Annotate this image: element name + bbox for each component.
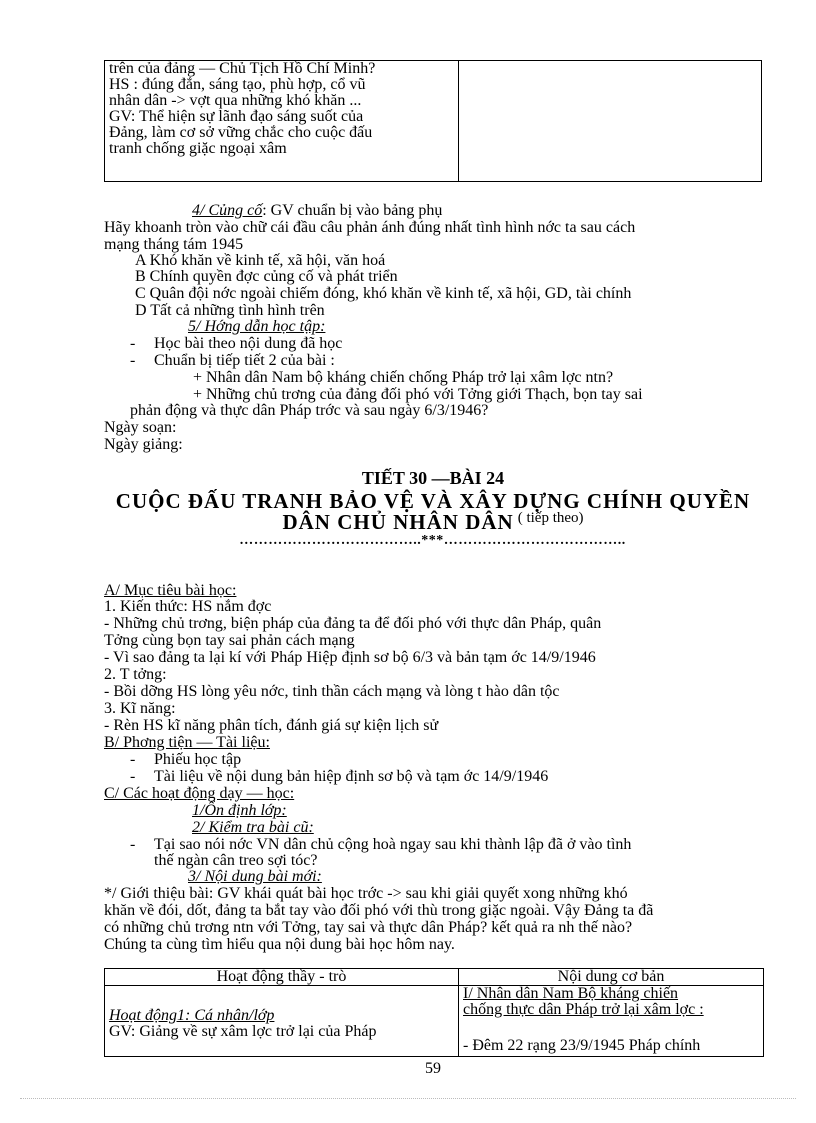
- page-number: 59: [425, 1060, 441, 1077]
- footer-divider: [20, 1098, 796, 1099]
- bottom-table: [104, 968, 764, 1057]
- huong-dan-item: [130, 352, 335, 369]
- bullet-dash: -: [130, 768, 136, 785]
- bullet-dash: -: [130, 335, 136, 352]
- ngay-giang: Ngày giảng:: [104, 436, 183, 453]
- gioi-thieu-line: khăn về đói, dốt, đảng ta bắt tay vào đối phó với thù trong giặc ngoài. Vậy Đảng ta đã: [104, 902, 654, 919]
- phuong-tien-item-text: Tài liệu về nội dung bản hiệp định sơ bộ và tạm ớc 14/9/1946: [154, 768, 549, 785]
- lesson-title-line3-wrap: [104, 510, 762, 535]
- top-table-line: Đảng, làm cơ sở vững chắc cho cuộc đấu: [109, 124, 373, 141]
- phuong-tien-item-text: Phiếu học tập: [154, 751, 242, 768]
- option-d: D Tất cả những tình hình trên: [135, 302, 325, 319]
- gioi-thieu-line: */ Giới thiệu bài: GV khái quát bài học trớc -> sau khi giải quyết xong những khó: [104, 885, 628, 902]
- lesson-number: TIẾT 30 —BÀI 24: [361, 468, 505, 488]
- option-b: B Chính quyền đợc củng cố và phát triển: [135, 268, 398, 285]
- muc-tieu-line: 3. Kĩ năng:: [104, 700, 176, 717]
- kiem-tra-question: [130, 836, 631, 853]
- phuong-tien-heading: B/ Phơng tiện — Tài liệu:: [104, 734, 270, 751]
- lesson-title-suffix: ( tiếp theo): [517, 510, 584, 526]
- top-table: [104, 60, 762, 182]
- activity-text: GV: Giảng về sự xâm lợc trở lại của Pháp: [109, 1023, 377, 1040]
- content-text: - Đêm 22 rạng 23/9/1945 Pháp chính: [463, 1037, 701, 1054]
- huong-dan-sub-item: + Những chủ trơng của đảng đối phó với Tởng giới Thạch, bọn tay sai: [193, 386, 643, 403]
- huong-dan-continuation: phản động và thực dân Pháp trớc và sau ngày 6/3/1946?: [130, 402, 489, 419]
- cung-co-line: [192, 202, 442, 219]
- top-table-right-cell: [459, 61, 762, 182]
- muc-tieu-line: - Vì sao đảng ta lại kí với Pháp Hiệp định sơ bộ 6/3 và bản tạm ớc 14/9/1946: [104, 649, 596, 666]
- muc-tieu-line: Tởng cùng bọn tay sai phản cách mạng: [104, 632, 355, 649]
- kiem-tra-question-cont: thế ngàn cân treo sợi tóc?: [154, 852, 318, 869]
- top-table-left-cell: [105, 61, 459, 182]
- lesson-title-line3: DÂN CHỦ NHÂN DÂN: [282, 510, 514, 534]
- muc-tieu-line: - Bồi dỡng HS lòng yêu nớc, tinh thần cách mạng và lòng t hào dân tộc: [104, 683, 560, 700]
- lesson-title: CUỘC ĐẤU TRANH BẢO VỆ VÀ XÂY DỰNG CHÍNH QUYỀN: [115, 489, 751, 513]
- top-table-line: nhân dân -> vợt qua những khó khăn ...: [109, 92, 362, 109]
- muc-tieu-line: - Rèn HS kĩ năng phân tích, đánh giá sự kiện lịch sử: [104, 717, 439, 734]
- huong-dan-item: [130, 335, 342, 352]
- content-heading: I/ Nhân dân Nam Bộ kháng chiến: [463, 985, 679, 1002]
- muc-tieu-line: 2. T tởng:: [104, 666, 167, 683]
- noi-dung-heading: 3/ Nội dung bài mới:: [188, 868, 322, 885]
- phuong-tien-item: [130, 768, 548, 785]
- bottom-right-cell: [459, 986, 764, 1057]
- cung-co-question: mạng tháng tám 1945: [104, 236, 244, 253]
- on-dinh-heading: 1/Ổn định lớp:: [192, 802, 287, 819]
- bottom-left-cell: [105, 986, 459, 1057]
- bottom-header-right: Nội dung cơ bản: [459, 969, 764, 986]
- muc-tieu-line: - Những chủ trơng, biện pháp của đảng ta để đối phó với thực dân Pháp, quân: [104, 615, 602, 632]
- option-c: C Quân đội nớc ngoài chiếm đóng, khó khăn về kinh tế, xã hội, GD, tài chính: [135, 285, 632, 302]
- gioi-thieu-line: Chúng ta cùng tìm hiểu qua nội dung bài học hôm nay.: [104, 936, 455, 953]
- option-a: A Khó khăn về kinh tế, xã hội, văn hoá: [135, 252, 386, 269]
- top-table-line: HS : đúng đắn, sáng tạo, phù hợp, cổ vũ: [109, 76, 366, 93]
- activity-heading: Hoạt động1: Cá nhân/lớp: [109, 1007, 275, 1024]
- muc-tieu-heading: A/ Mục tiêu bài học:: [104, 582, 237, 599]
- cung-co-heading: 4/ Củng cố: [192, 202, 263, 219]
- bullet-dash: -: [130, 352, 136, 369]
- ngay-soan: Ngày soạn:: [104, 419, 177, 436]
- cung-co-heading-suffix: : GV chuẩn bị vào bảng phụ: [262, 202, 443, 219]
- bullet-dash: -: [130, 836, 136, 853]
- top-table-line: trên của đảng — Chủ Tịch Hồ Chí Minh?: [109, 60, 376, 77]
- hoat-dong-heading: C/ Các hoạt động dạy — học:: [104, 785, 295, 802]
- huong-dan-heading: 5/ Hớng dẫn học tập:: [188, 318, 326, 335]
- bullet-dash: -: [130, 751, 136, 768]
- muc-tieu-line: 1. Kiến thức: HS nắm đợc: [104, 598, 272, 615]
- huong-dan-sub-item: + Nhân dân Nam bộ kháng chiến chống Pháp trở lại xâm lợc ntn?: [193, 369, 614, 386]
- cung-co-question: Hãy khoanh tròn vào chữ cái đầu câu phản ánh đúng nhất tình hình nớc ta sau cách: [104, 219, 636, 236]
- title-divider: ………………………………..***………………………………..: [239, 533, 626, 548]
- gioi-thieu-line: có những chủ trơng ntn với Tởng, tay sai và thực dân Pháp? kết quả ra nh thế nào?: [104, 919, 633, 936]
- top-table-line: tranh chống giặc ngoại xâm: [109, 140, 287, 157]
- kiem-tra-question-text: Tại sao nói nớc VN dân chủ cộng hoà ngay sau khi thành lập đã ở vào tình: [154, 836, 632, 853]
- content-heading: chống thực dân Pháp trở lại xâm lợc :: [463, 1001, 704, 1018]
- top-table-line: GV: Thể hiện sự lãnh đạo sáng suốt của: [109, 108, 364, 125]
- kiem-tra-heading: 2/ Kiểm tra bài cũ:: [192, 819, 314, 836]
- phuong-tien-item: [130, 751, 241, 768]
- huong-dan-item-text: Chuẩn bị tiếp tiết 2 của bài :: [154, 352, 335, 369]
- huong-dan-item-text: Học bài theo nội dung đã học: [154, 335, 343, 352]
- bottom-header-left: Hoạt động thầy - trò: [105, 969, 459, 986]
